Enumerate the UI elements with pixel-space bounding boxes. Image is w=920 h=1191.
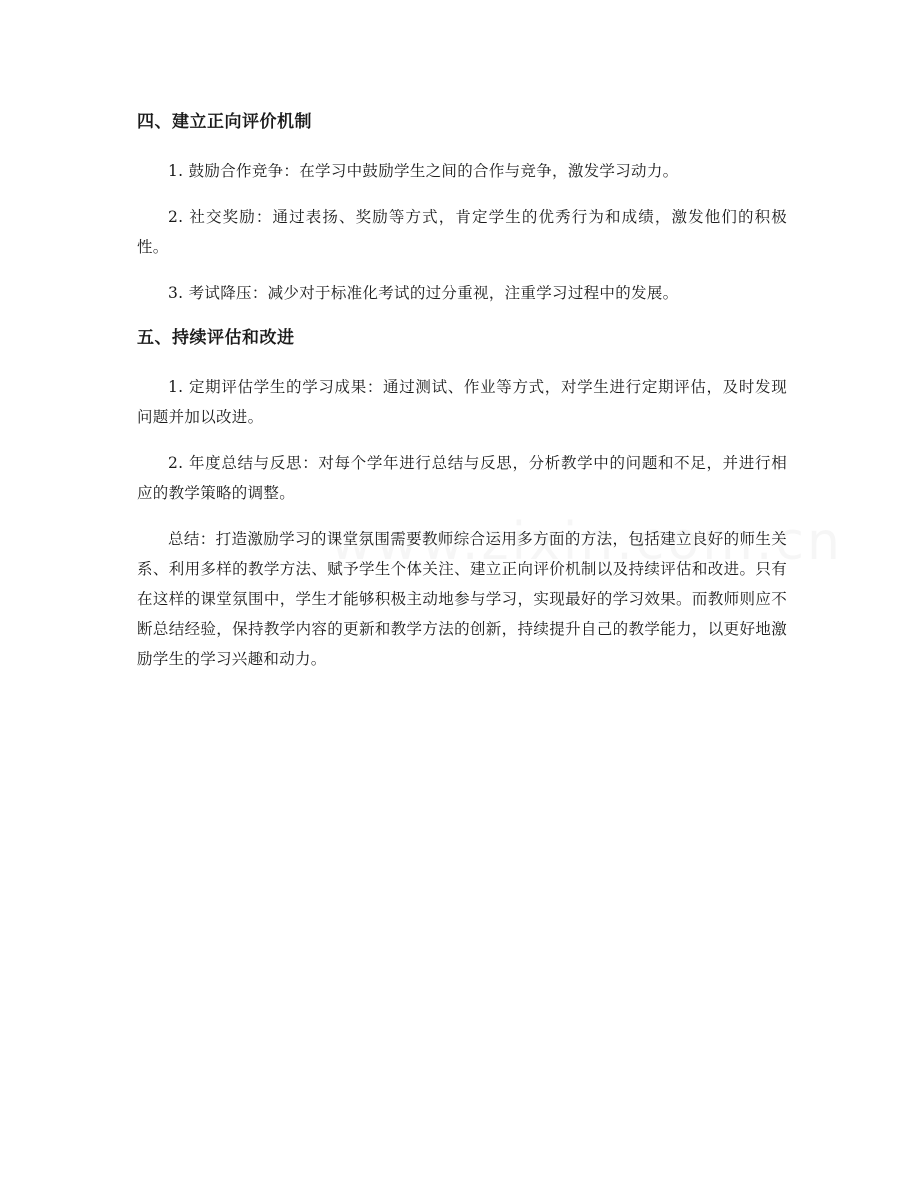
- section-heading-5: 五、持续评估和改进: [137, 328, 295, 348]
- section-heading-4: 四、建立正向评价机制: [137, 112, 312, 132]
- paragraph: 2. 年度总结与反思：对每个学年进行总结与反思，分析教学中的问题和不足，并进行相应的教学策略的调整。: [137, 454, 787, 502]
- paragraph: 1. 定期评估学生的学习成果：通过测试、作业等方式，对学生进行定期评估，及时发现问题并加以改进。: [137, 378, 787, 426]
- paragraph: 3. 考试降压：减少对于标准化考试的过分重视，注重学习过程中的发展。: [168, 284, 679, 302]
- summary-paragraph: 总结：打造激励学习的课堂氛围需要教师综合运用多方面的方法，包括建立良好的师生关系、利用多样的教学方法、赋予学生个体关注、建立正向评价机制以及持续评估和改进。只有在这样的课堂氛围中，学生才能够积极主动地参与学习，实现最好的学习效果。而教师则应不断总结经验，保持教学内容的更新和教学方法的创新，持续提升自己的教学能力，以更好地激励学生的学习兴趣和动力。: [137, 530, 787, 668]
- paragraph: 1. 鼓励合作竞争：在学习中鼓励学生之间的合作与竞争，激发学习动力。: [168, 162, 679, 180]
- paragraph: 2. 社交奖励：通过表扬、奖励等方式，肯定学生的优秀行为和成绩，激发他们的积极性。: [137, 208, 787, 256]
- document-content: [137, 108, 787, 690]
